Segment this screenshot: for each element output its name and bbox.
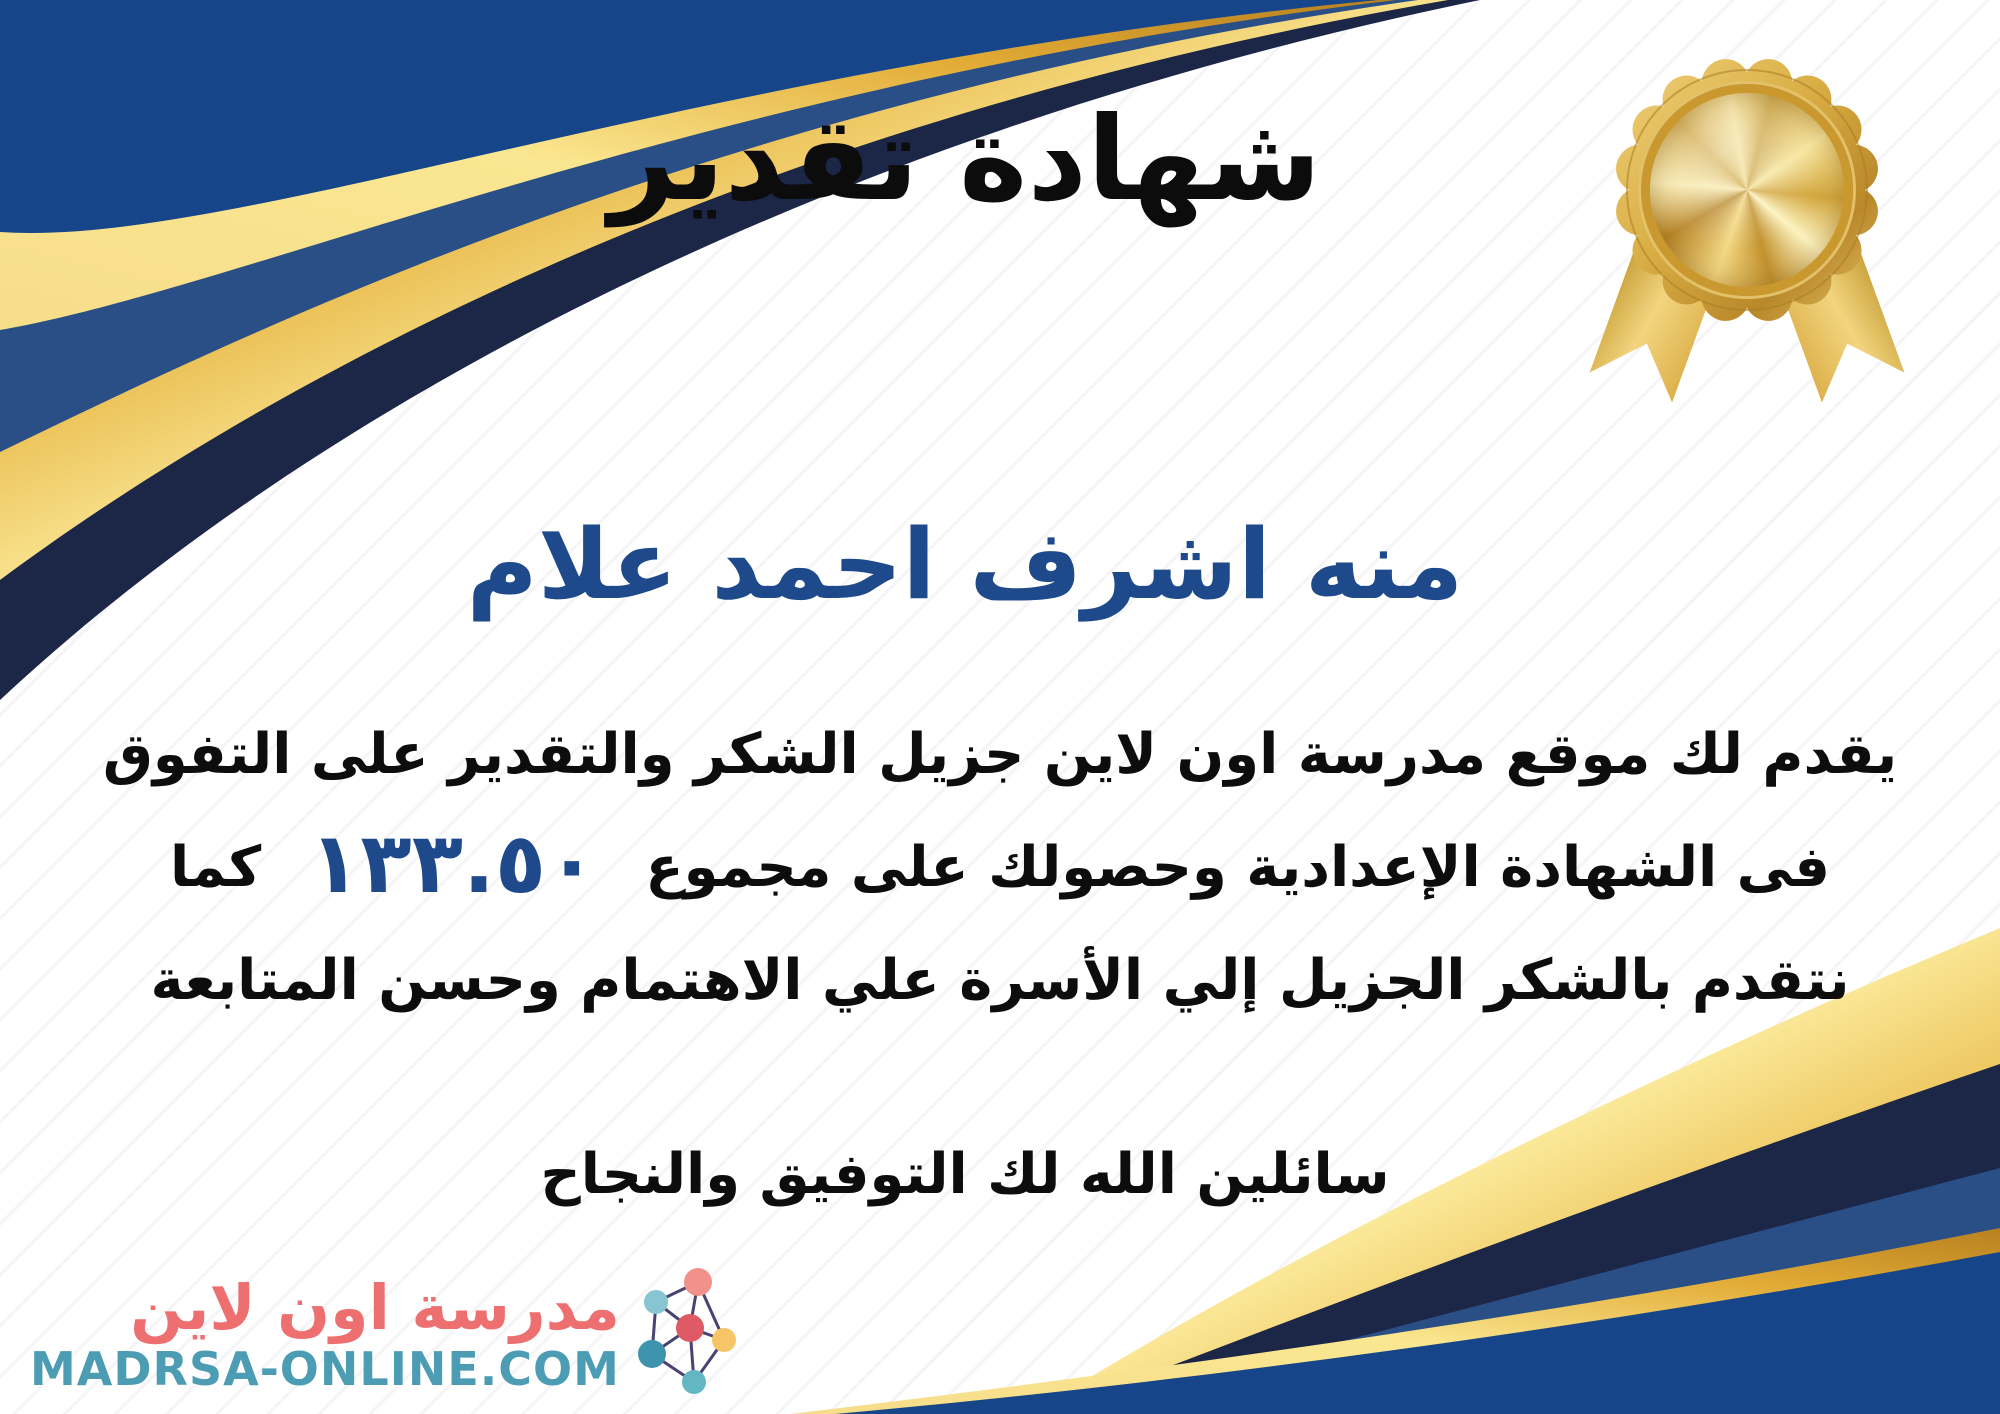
closing-line: سائلين الله لك التوفيق والنجاح (540, 1142, 1390, 1207)
site-logo (30, 1266, 740, 1402)
body-line2-pre: فى الشهادة الإعدادية وحصولك على مجموع (645, 835, 1830, 900)
student-name: منه اشرف احمد علام (466, 508, 1464, 621)
certificate-title: شهادة تقدير (608, 92, 1322, 227)
body-line2-post: كما (170, 835, 262, 900)
body-line1: يقدم لك موقع مدرسة اون لاين جزيل الشكر والتقدير على التفوق (102, 722, 1898, 787)
logo-arabic-name: مدرسة اون لاين (130, 1270, 620, 1344)
certificate-body: يقدم لك موقع مدرسة اون لاين جزيل الشكر والتقدير على التفوق فى الشهادة الإعدادية وحصولك على مجموع١٣٣.٥٠كما نتقدم بالشكر الجزيل إلي الأسرة علي الاهتمام وحسن المتابعة (102, 722, 1898, 1013)
logo-domain: MADRSA-ONLINE.COM (30, 1342, 620, 1397)
network-graph-icon (636, 1266, 740, 1402)
body-line3: نتقدم بالشكر الجزيل إلي الأسرة علي الاهتمام وحسن المتابعة (150, 948, 1850, 1013)
site-logo-text (30, 1272, 620, 1396)
